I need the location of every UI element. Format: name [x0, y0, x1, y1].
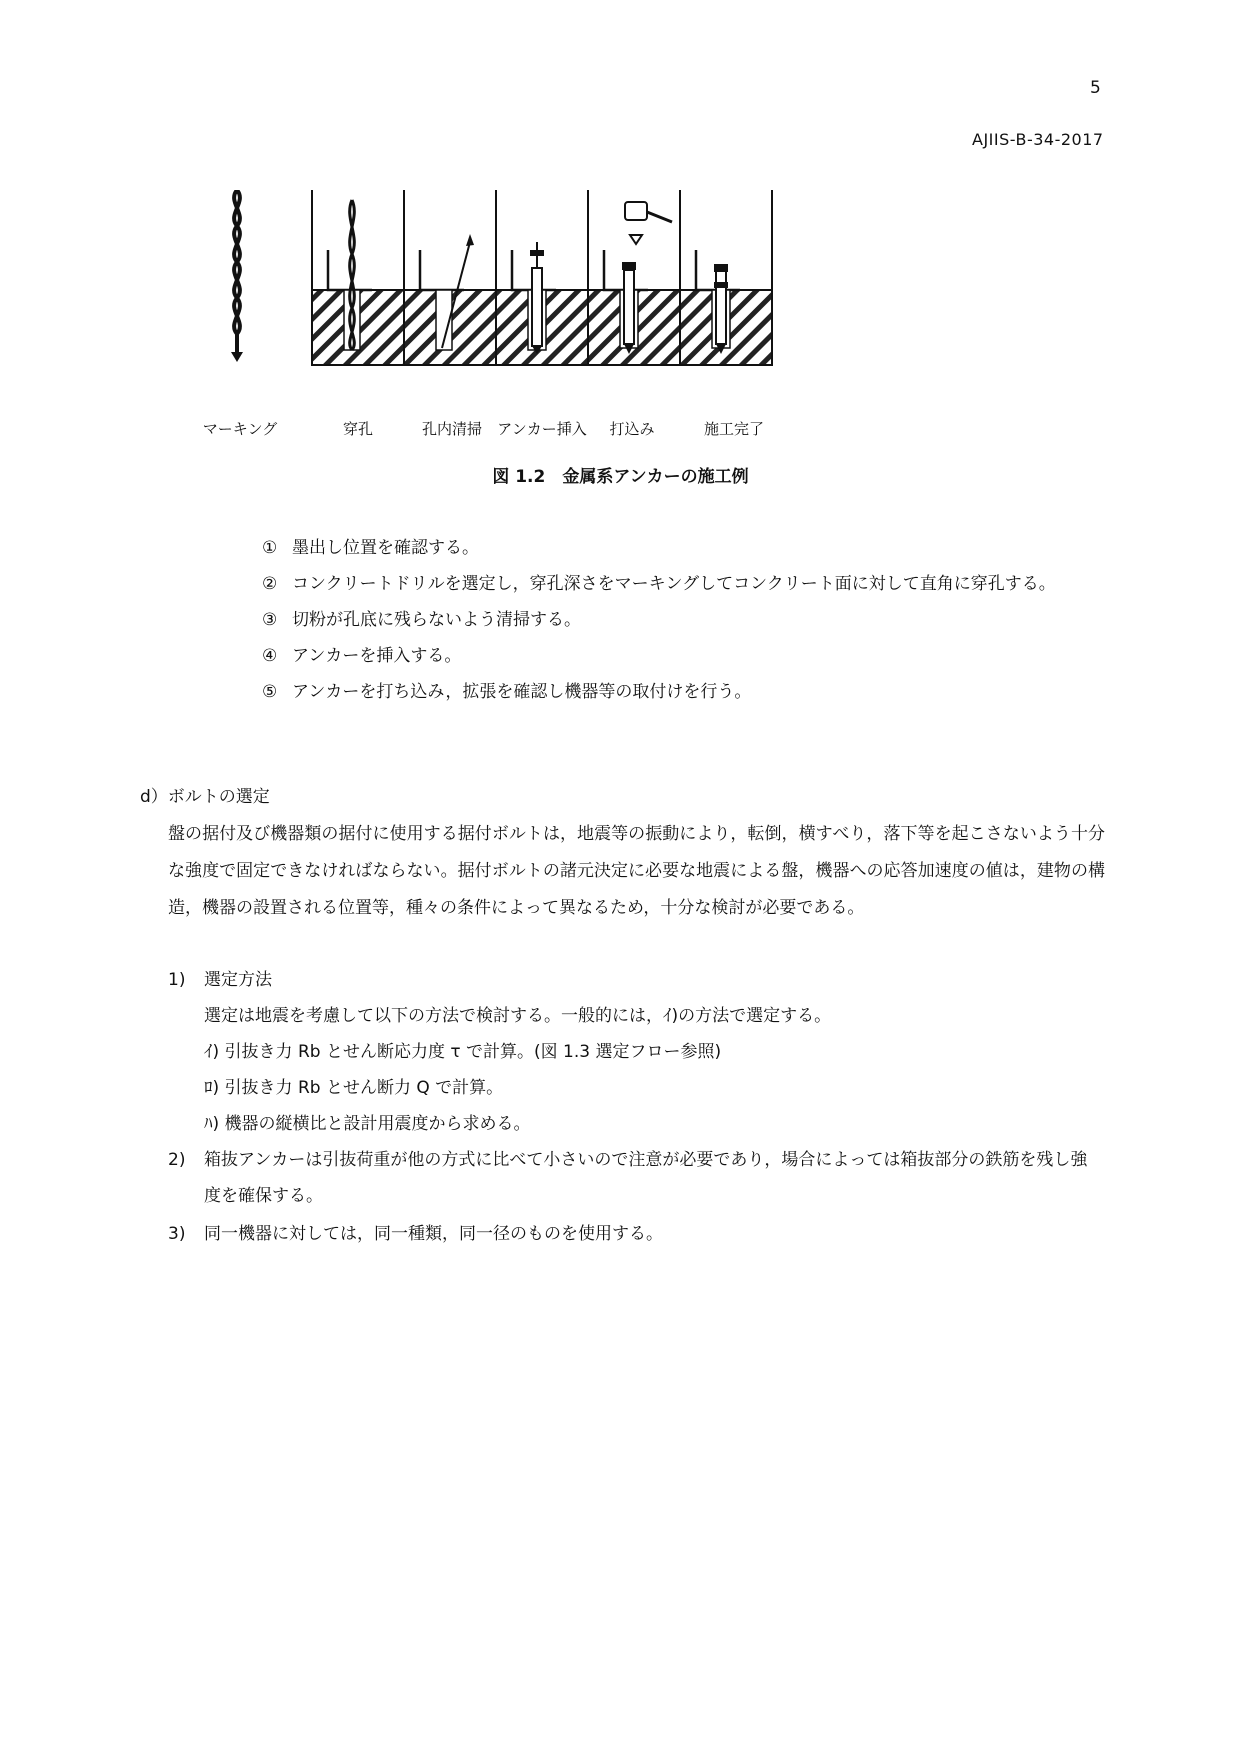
step-text: コンクリートドリルを選定し，穿孔深さをマーキングしてコンクリート面に対して直角に穿孔する。	[292, 574, 1056, 594]
procedure-step	[262, 638, 1122, 674]
step-text: アンカーを挿入する。	[292, 646, 462, 666]
anchor-completed	[712, 264, 730, 354]
stage-label-insertion: アンカー挿入	[497, 420, 587, 438]
procedure-step	[262, 530, 1122, 566]
item-number: 1)	[168, 970, 186, 990]
stage-label-marking: マーキング	[202, 420, 278, 438]
procedure-step	[262, 602, 1122, 638]
method-ha: ﾊ) 機器の縦横比と設計用震度から求める。	[204, 1114, 531, 1134]
document-code: AJIIS-B-34-2017	[972, 130, 1104, 149]
method-ro: ﾛ) 引抜き力 Rb とせん断力 Q で計算。	[204, 1078, 504, 1098]
stage-label-cleaning: 孔内清掃	[421, 420, 483, 438]
section-heading: d）ボルトの選定	[140, 787, 270, 807]
item-text: 同一機器に対しては，同一種類，同一径のものを使用する。	[204, 1224, 663, 1244]
step-number: ④	[262, 646, 278, 666]
step-text: 切粉が孔底に残らないよう清掃する。	[292, 610, 581, 630]
step-text: 墨出し位置を確認する。	[292, 538, 479, 558]
item-title: 選定方法	[204, 970, 272, 990]
selection-intro: 選定は地震を考慮して以下の方法で検討する。一般的には，ｲ)の方法で選定する。	[204, 1006, 832, 1026]
section-paragraph: 盤の据付及び機器類の据付に使用する据付ボルトは，地震等の振動により，転倒，横すべり，落下等を起こさないよう十分な強度で固定できなければならない。据付ボルトの諸元決定に必要な地震による盤，機器への応答加速度の値は，建物の構造，機器の設置される位置等，種々の条件によって異なるため，十分な検討が必要である。	[168, 824, 1105, 918]
marking-drill-bit	[231, 190, 243, 362]
method-i: ｲ) 引抜き力 Rb とせん断応力度 τ で計算。(図 1.3 選定フロー参照)	[204, 1042, 722, 1062]
procedure-step	[262, 566, 1122, 602]
step-text: アンカーを打ち込み，拡張を確認し機器等の取付けを行う。	[292, 682, 752, 702]
hammer-icon	[625, 202, 672, 244]
step-number: ⑤	[262, 682, 278, 702]
stage-label-hammering: 打込み	[609, 420, 655, 438]
procedure-steps	[262, 530, 1122, 710]
anchor-hammered	[620, 262, 638, 354]
stage-label-drilling: 穿孔	[342, 420, 374, 438]
step-number: ①	[262, 538, 278, 558]
anchor-installation-diagram	[220, 190, 910, 415]
anchor-inserted	[528, 242, 546, 354]
step-number: ③	[262, 610, 278, 630]
stage-label-completed: 施工完了	[703, 420, 765, 438]
drilling-bit	[344, 200, 360, 350]
item-number: 2)	[168, 1150, 186, 1170]
item-number: 3)	[168, 1224, 186, 1244]
procedure-step	[262, 674, 1122, 710]
figure-caption: 図 1.2 金属系アンカーの施工例	[492, 467, 749, 487]
item-text: 箱抜アンカーは引抜荷重が他の方式に比べて小さいので注意が必要であり，場合によっては箱抜部分の鉄筋を残し強度を確保する。	[204, 1150, 1088, 1206]
page-number: 5	[1090, 78, 1101, 98]
step-number: ②	[262, 574, 278, 594]
anchor-installation-figure	[202, 190, 910, 445]
